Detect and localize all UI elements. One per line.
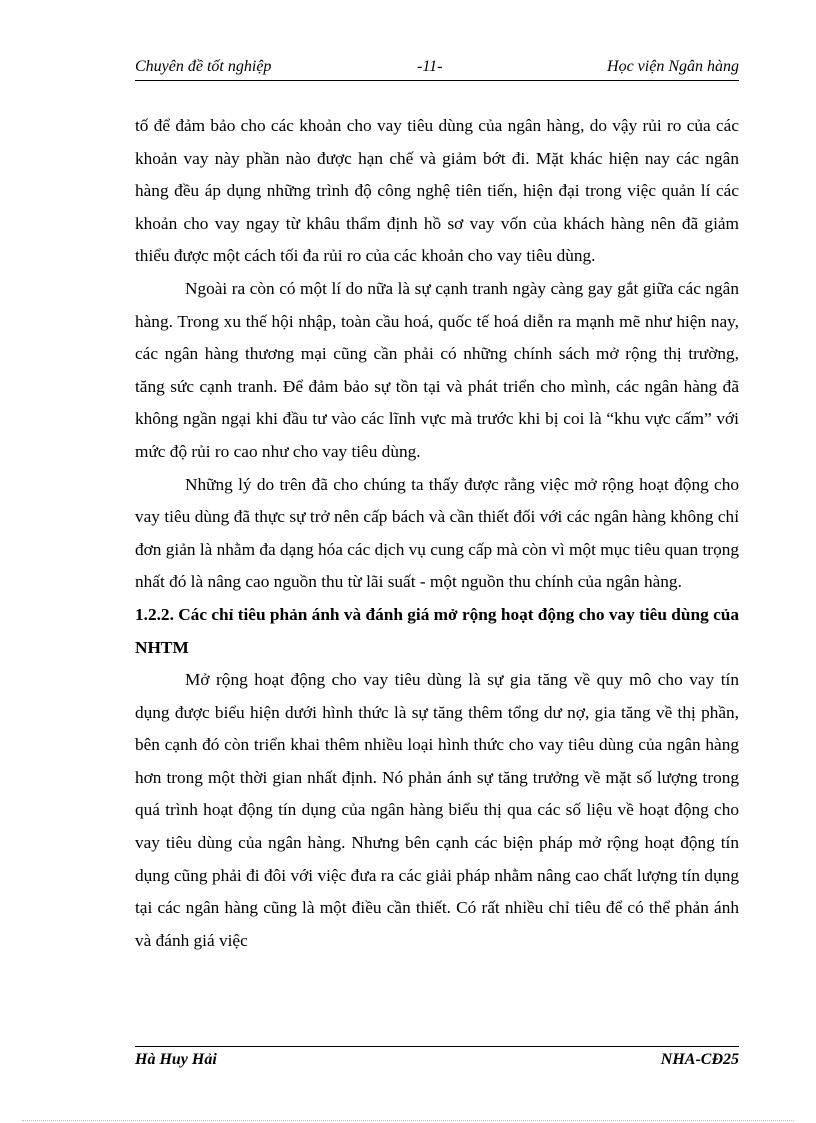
- header-page-number: -11-: [417, 58, 443, 75]
- footer-code: NHA-CĐ25: [660, 1051, 739, 1068]
- footer-author: Hà Huy Hải: [135, 1051, 217, 1068]
- page-header: [135, 56, 739, 81]
- header-document-type: Chuyên đề tốt nghiệp: [135, 58, 272, 75]
- header-institution: Học viện Ngân hàng: [607, 58, 739, 75]
- page-edge-divider: [22, 1120, 794, 1121]
- paragraph-expansion: Mở rộng hoạt động cho vay tiêu dùng là sự gia tăng về quy mô cho vay tín dụng được biểu hiện dưới hình thức là sự tăng thêm tổng dư nợ, gia tăng về thị phần, bên cạnh đó còn triển khai thêm nhiều loại hình thức cho vay tiêu dùng của ngân hàng hơn trong một thời gian nhất định. Nó phản ánh sự tăng trưởng về mặt số lượng trong quá trình hoạt động tín dụng của ngân hàng biểu thị qua các số liệu về hoạt động cho vay tiêu dùng của ngân hàng. Nhưng bên cạnh các biện pháp mở rộng hoạt động tín dụng cũng phải đi đôi với việc đưa ra các giải pháp nhằm nâng cao chất lượng tín dụng tại các ngân hàng cũng là một điều cần thiết. Có rất nhiều chỉ tiêu để có thể phản ánh và đánh giá việc: [135, 670, 739, 950]
- section-heading: 1.2.2. Các chỉ tiêu phản ánh và đánh giá mở rộng hoạt động cho vay tiêu dùng của NHTM: [135, 604, 739, 657]
- document-body: [135, 110, 739, 957]
- page-footer: [135, 1046, 739, 1073]
- paragraph-reasons: Những lý do trên đã cho chúng ta thấy được rằng việc mở rộng hoạt động cho vay tiêu dùng đã thực sự trở nên cấp bách và cần thiết đối với các ngân hàng không chỉ đơn giản là nhằm đa dạng hóa các dịch vụ cung cấp mà còn vì một mục tiêu quan trọng nhất đó là nâng cao nguồn thu từ lãi suất - một nguồn thu chính của ngân hàng.: [135, 474, 739, 592]
- paragraph-continuation: tố để đảm bảo cho các khoản cho vay tiêu dùng của ngân hàng, do vậy rủi ro của các khoản vay này phần nào được hạn chế và giảm bớt đi. Mặt khác hiện nay các ngân hàng đều áp dụng những trình độ công nghệ tiên tiến, hiện đại trong việc quản lí các khoản cho vay ngay từ khâu thẩm định hồ sơ vay vốn của khách hàng nên đã giảm thiểu được một cách tối đa rủi ro của các khoản cho vay tiêu dùng.: [135, 116, 739, 266]
- paragraph-competition: Ngoài ra còn có một lí do nữa là sự cạnh tranh ngày càng gay gắt giữa các ngân hàng. Trong xu thế hội nhập, toàn cầu hoá, quốc tế hoá diễn ra mạnh mẽ như hiện nay, các ngân hàng thương mại cũng cần phải có những chính sách mở rộng thị trường, tăng sức cạnh tranh. Để đảm bảo sự tồn tại và phát triển cho mình, các ngân hàng đã không ngần ngại khi đầu tư vào các lĩnh vực mà trước khi bị coi là “khu vực cấm” với mức độ rủi ro cao như cho vay tiêu dùng.: [135, 278, 739, 461]
